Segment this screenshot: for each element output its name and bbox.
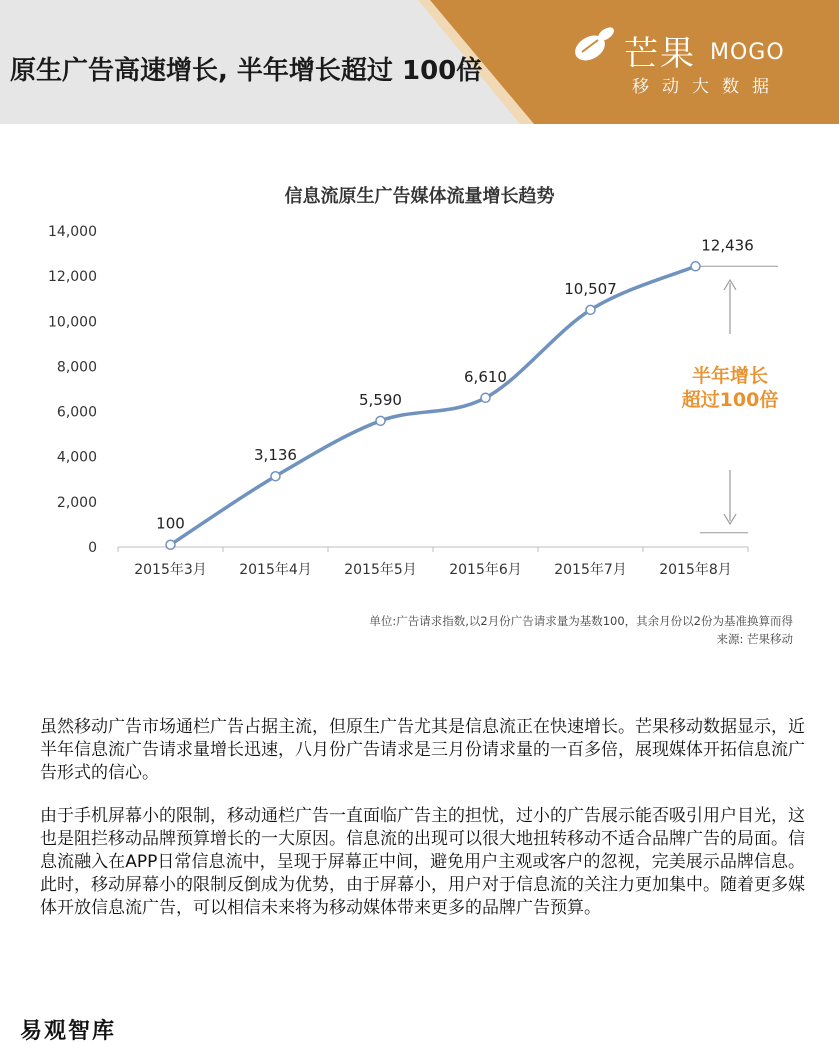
line-chart [0, 210, 839, 590]
x-tick-label: 2015年6月 [449, 562, 522, 578]
y-tick-label: 6,000 [56, 404, 97, 421]
annotation-line-1: 半年增长 [691, 365, 769, 387]
x-tick-label: 2015年4月 [239, 562, 312, 578]
data-label: 6,610 [464, 367, 507, 386]
y-tick-label: 4,000 [56, 449, 97, 466]
chart-title: 信息流原生广告媒体流量增长趋势 [284, 186, 555, 207]
x-tick-label: 2015年8月 [659, 562, 732, 578]
y-tick-label: 8,000 [56, 359, 97, 376]
body-paragraph-1: 虽然移动广告市场通栏广告占据主流，但原生广告尤其是信息流正在快速增长。芒果移动数据显示，近半年信息流广告请求量增长迅速，八月份广告请求是三月份请求量的一百多倍，展现媒体开拓信息流广告形式的信心。 [40, 717, 805, 783]
x-tick-label: 2015年5月 [344, 562, 417, 578]
mango-leaf-icon [570, 24, 620, 64]
data-label: 5,590 [359, 390, 402, 409]
data-labels [156, 236, 754, 532]
brand-subtitle: 移动大数据 [632, 77, 782, 97]
y-tick-label: 2,000 [56, 494, 97, 511]
brand-name-cn: 芒果 [624, 34, 696, 74]
footer-logo: 易观智库 [20, 1019, 117, 1044]
y-tick-label: 10,000 [48, 314, 97, 331]
x-tick-label: 2015年7月 [554, 562, 627, 578]
annotation-line-2: 超过100倍 [681, 389, 779, 411]
data-label: 12,436 [701, 236, 754, 255]
y-axis-ticks [48, 224, 97, 556]
source-note: 来源: 芒果移动 [716, 632, 793, 646]
page-title: 原生广告高速增长, 半年增长超过 100倍 [10, 56, 483, 86]
brand-name-en: MOGO [710, 40, 785, 65]
unit-note: 单位:广告请求指数,以2月份广告请求量为基数100，其余月份以2份为基准换算而得 [369, 614, 793, 628]
data-points [166, 262, 700, 549]
series-line [171, 266, 696, 544]
data-point [691, 262, 700, 271]
data-point [271, 472, 280, 481]
body-paragraph-2: 由于手机屏幕小的限制，移动通栏广告一直面临广告主的担忧，过小的广告展示能否吸引用户目光，这也是阻拦移动品牌预算增长的一大原因。信息流的出现可以很大地扭转移动不适合品牌广告的局面。信息流融入在APP日常信息流中，呈现于屏幕正中间，避免用户主观或客户的忽视，完美展示品牌信息。此时，移动屏幕小的限制反倒成为优势，由于屏幕小，用户对于信息流的关注力更加集中。随着更多媒体开放信息流广告，可以相信未来将为移动媒体带来更多的品牌广告预算。 [40, 806, 805, 918]
y-tick-label: 12,000 [48, 269, 97, 286]
growth-annotation [682, 266, 779, 532]
y-tick-label: 0 [88, 540, 97, 556]
data-point [166, 540, 175, 549]
series-line-path [171, 266, 696, 544]
x-axis [118, 547, 748, 578]
data-label: 3,136 [254, 446, 297, 465]
data-point [376, 416, 385, 425]
data-label: 10,507 [564, 279, 617, 298]
data-point [481, 393, 490, 402]
brand-logo [570, 24, 800, 104]
y-tick-label: 14,000 [48, 224, 97, 240]
data-point [586, 305, 595, 314]
page-header [0, 0, 839, 124]
data-label: 100 [156, 514, 185, 533]
x-tick-label: 2015年3月 [134, 562, 207, 578]
